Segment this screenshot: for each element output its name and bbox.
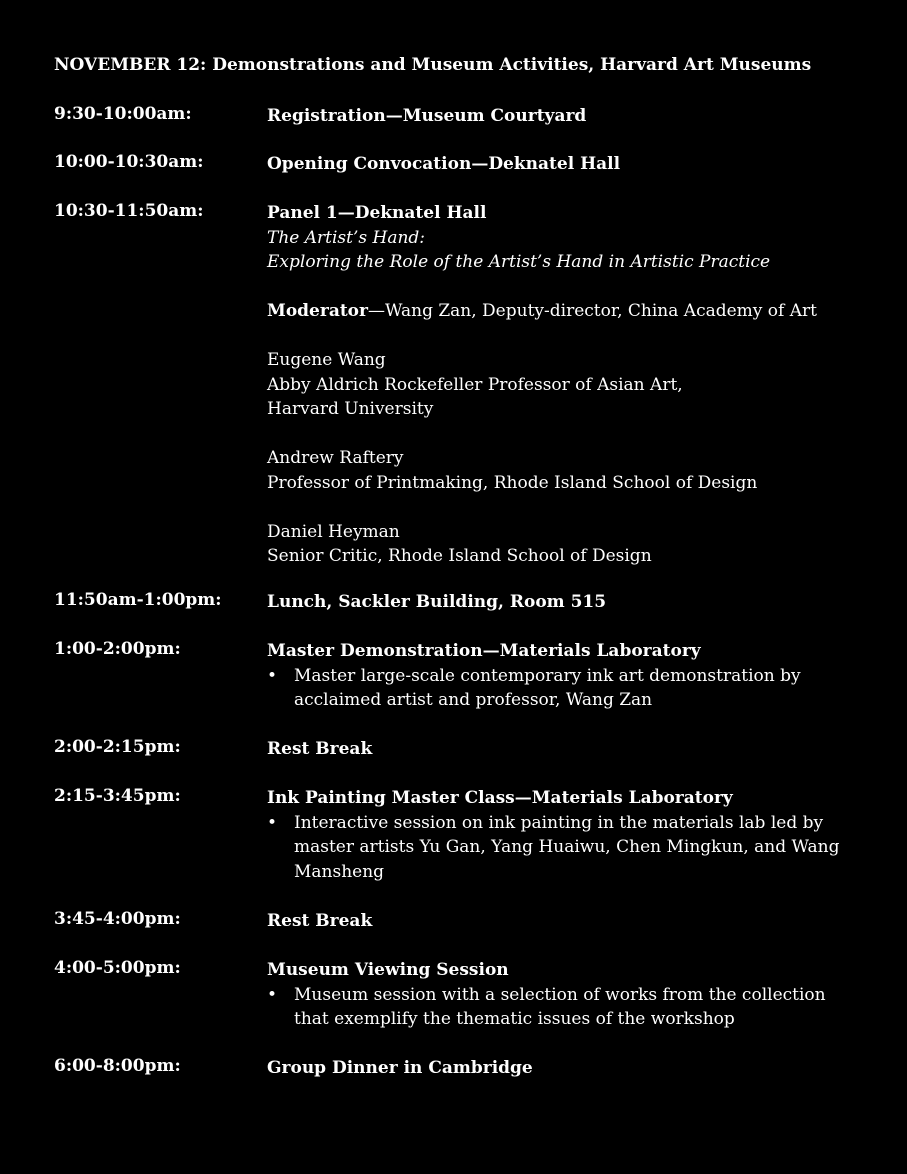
session-title: Rest Break [267, 739, 373, 759]
session-body [267, 1056, 867, 1081]
speaker-affiliation: Senior Critic, Rhode Island School of Design [267, 546, 652, 566]
spacer [267, 324, 867, 349]
session-body [267, 201, 867, 569]
bullet-item [267, 811, 867, 885]
time-slot: 1:00-2:00pm: [54, 639, 181, 659]
bullet-item [267, 983, 867, 1032]
page-heading: NOVEMBER 12: Demonstrations and Museum Activities, Harvard Art Museums [54, 55, 812, 75]
bullet-text: that exemplify the thematic issues of the workshop [294, 1009, 735, 1029]
spacer [267, 422, 867, 447]
speaker-affiliation: Professor of Printmaking, Rhode Island School of Design [267, 472, 758, 493]
speaker-name: Andrew Raftery [267, 448, 404, 468]
bullet-marker: • [267, 984, 278, 1005]
speaker-affiliation: Harvard University [267, 399, 434, 419]
time-slot: 10:30-11:50am: [54, 201, 204, 221]
bullet-marker: • [267, 665, 278, 686]
speaker-name: Eugene Wang [267, 350, 386, 370]
session-body [267, 737, 867, 762]
session-title: Museum Viewing Session [267, 960, 509, 980]
time-slot: 2:15-3:45pm: [54, 786, 181, 806]
spacer [267, 495, 867, 520]
panel-subtitle: Exploring the Role of the Artist’s Hand in Artistic Practice [267, 252, 771, 272]
bullet-text: acclaimed artist and professor, Wang Zan [294, 690, 653, 710]
session-body [267, 786, 867, 884]
moderator-line [267, 299, 867, 324]
time-slot: 10:00-10:30am: [54, 152, 204, 172]
bullet-marker: • [267, 812, 278, 833]
session-body [267, 104, 867, 129]
session-title: Registration—Museum Courtyard [267, 106, 587, 126]
time-slot: 4:00-5:00pm: [54, 958, 181, 978]
session-title: Group Dinner in Cambridge [267, 1058, 533, 1078]
time-slot: 3:45-4:00pm: [54, 909, 181, 929]
time-slot: 6:00-8:00pm: [54, 1056, 181, 1076]
spacer [267, 275, 867, 300]
time-slot: 11:50am-1:00pm: [54, 590, 222, 610]
time-slot: 9:30-10:00am: [54, 104, 192, 124]
session-title: Ink Painting Master Class—Materials Laboratory [267, 788, 733, 808]
session-title: Master Demonstration—Materials Laboratory [267, 641, 701, 661]
session-title: Panel 1—Deknatel Hall [267, 203, 487, 223]
session-body [267, 958, 867, 1032]
speaker-name: Daniel Heyman [267, 521, 400, 542]
bullet-text: Museum session with a selection of works from the collection [294, 984, 826, 1005]
session-title: Rest Break [267, 911, 373, 931]
bullet-text: Mansheng [294, 861, 385, 882]
bullet-text: Interactive session on ink painting in the materials lab led by [294, 812, 824, 833]
session-title: Opening Convocation—Deknatel Hall [267, 154, 621, 174]
bullet-text: Master large-scale contemporary ink art demonstration by [294, 665, 801, 686]
session-body [267, 909, 867, 934]
moderator-text: —Wang Zan, Deputy-director, China Academy of Art [367, 301, 817, 321]
session-body [267, 590, 867, 615]
moderator-label: Moderator [267, 301, 368, 321]
bullet-item [267, 664, 867, 713]
session-body [267, 639, 867, 713]
session-body [267, 152, 867, 177]
time-slot: 2:00-2:15pm: [54, 737, 181, 757]
bullet-text: master artists Yu Gan, Yang Huaiwu, Chen Mingkun, and Wang [294, 837, 840, 857]
speaker-affiliation: Abby Aldrich Rockefeller Professor of Asian Art, [267, 374, 683, 395]
panel-subtitle: The Artist’s Hand: [267, 227, 426, 248]
session-title: Lunch, Sackler Building, Room 515 [267, 592, 607, 612]
